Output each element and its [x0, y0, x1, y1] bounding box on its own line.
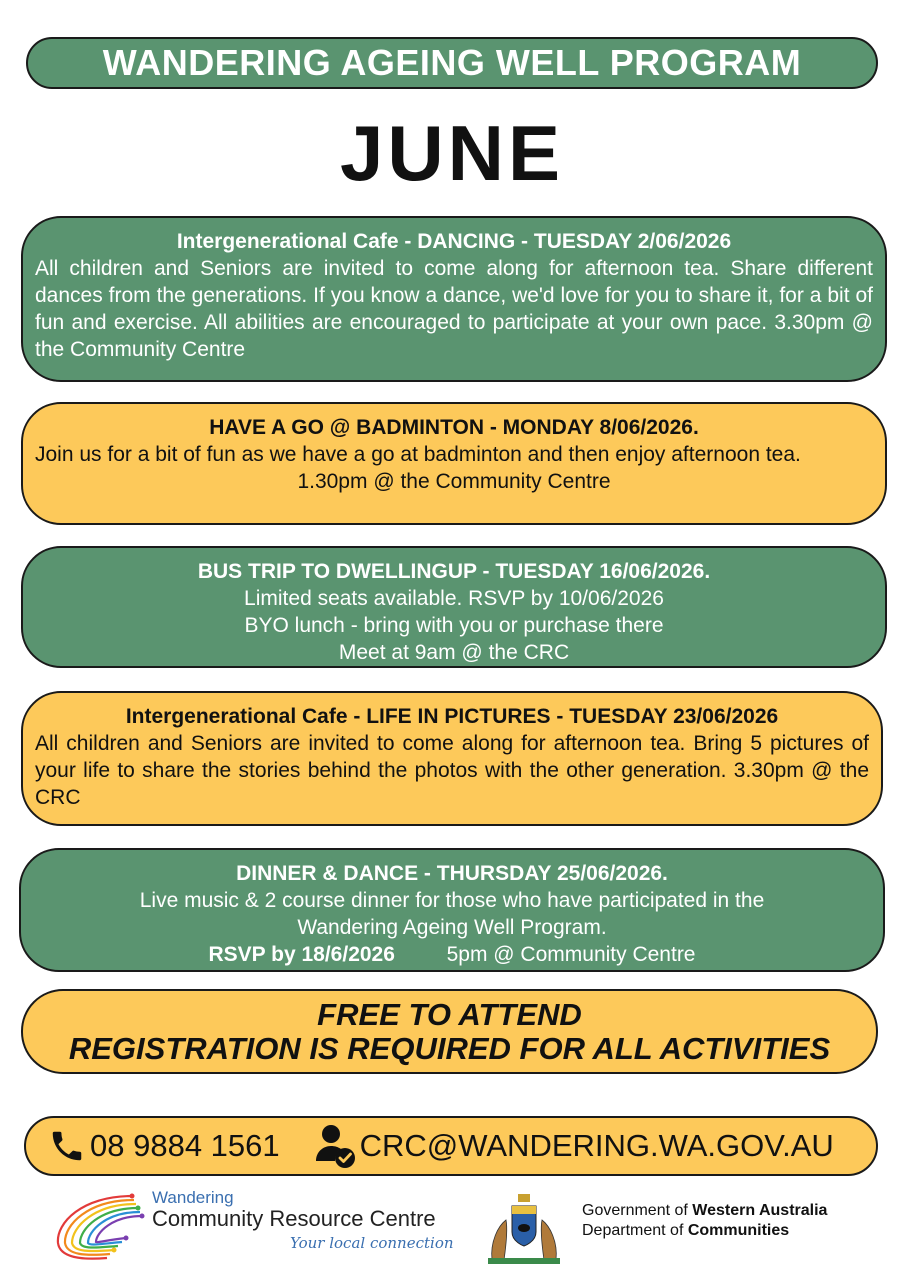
- event-heading: DINNER & DANCE - THURSDAY 25/06/2026.: [236, 862, 668, 885]
- event-heading: Intergenerational Cafe - LIFE IN PICTURES - TUESDAY 23/06/2026: [125, 705, 779, 728]
- wa-crest-icon: [482, 1190, 566, 1266]
- event-time: 1.30pm @ the Community Centre: [297, 470, 611, 493]
- event-line: Limited seats available. RSVP by 10/06/2026: [244, 587, 664, 610]
- notice-line-registration: REGISTRATION IS REQUIRED FOR ALL ACTIVITIES: [68, 1030, 831, 1066]
- email-address[interactable]: CRC@WANDERING.WA.GOV.AU: [359, 1128, 834, 1163]
- event-card-dinner-dance: [19, 848, 885, 972]
- notice-line-free: FREE TO ATTEND: [317, 996, 582, 1032]
- event-heading: BUS TRIP TO DWELLINGUP - TUESDAY 16/06/2026.: [197, 560, 711, 583]
- event-card-life-in-pictures: [21, 691, 883, 826]
- crc-name-main: Community Resource Centre: [152, 1206, 436, 1231]
- event-description: Join us for a bit of fun as we have a go at badminton and then enjoy afternoon tea.: [35, 443, 801, 466]
- phone-number[interactable]: 08 9884 1561: [90, 1128, 280, 1163]
- event-line: Meet at 9am @ the CRC: [338, 641, 570, 664]
- program-title: WANDERING AGEING WELL PROGRAM: [102, 42, 802, 83]
- event-description: All children and Seniors are invited to come along for afternoon tea. Bring 5 pictures of your life to share the stories behind the photos with the other generation. 3.30pm @ the CRC: [35, 732, 869, 809]
- free-registration-notice: [21, 989, 878, 1074]
- footer-logos: [0, 1186, 904, 1276]
- event-line: BYO lunch - bring with you or purchase there: [244, 614, 664, 637]
- phone-icon: [48, 1127, 86, 1165]
- event-card-badminton: [21, 402, 887, 525]
- contact-bar: [24, 1116, 878, 1176]
- event-description: All children and Seniors are invited to come along for afternoon tea. Share different dances from the generations. If you know a dance, we'd love for you to share it, for a bit of fun and exercise. All abilities are encouraged to participate at your own pace. 3.30pm @ the Community Centre: [35, 257, 873, 361]
- department-line: Department of Communities: [582, 1222, 790, 1239]
- event-heading: Intergenerational Cafe - DANCING - TUESDAY 2/06/2026: [176, 230, 732, 253]
- user-check-icon: [314, 1123, 358, 1169]
- event-rsvp-row: [33, 941, 871, 968]
- event-card-bus-trip: [21, 546, 887, 668]
- government-line: Government of Western Australia: [582, 1202, 828, 1219]
- event-card-dancing: [21, 216, 887, 382]
- event-time: 5pm @ Community Centre: [446, 943, 696, 966]
- event-line: Live music & 2 course dinner for those who have participated in the: [139, 889, 765, 912]
- event-rsvp: RSVP by 18/6/2026: [208, 943, 395, 966]
- month-heading: JUNE: [339, 109, 565, 197]
- crc-name-top: Wandering: [152, 1188, 234, 1207]
- program-title-banner: [26, 37, 878, 89]
- event-heading: HAVE A GO @ BADMINTON - MONDAY 8/06/2026.: [209, 416, 699, 439]
- crc-tagline: Your local connection: [290, 1234, 454, 1252]
- event-line: Wandering Ageing Well Program.: [297, 916, 607, 939]
